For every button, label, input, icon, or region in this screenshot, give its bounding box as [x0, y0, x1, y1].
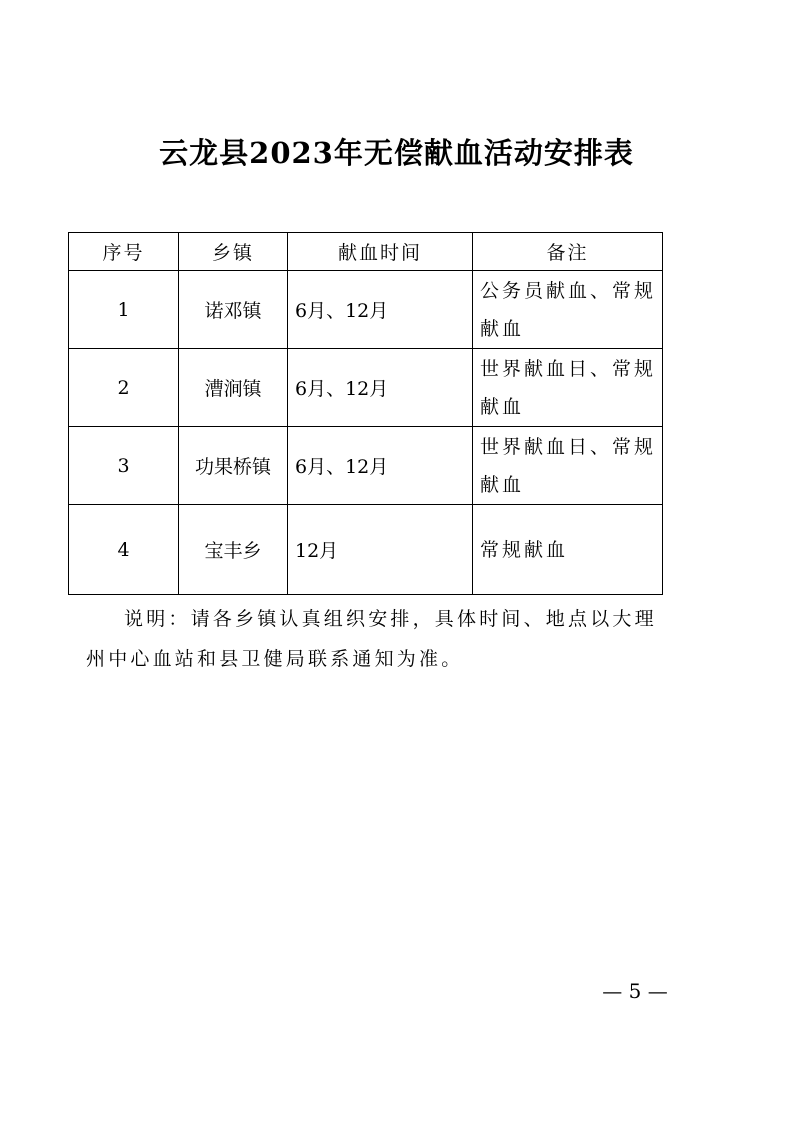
column-header-time: 献血时间	[288, 233, 473, 271]
row-town: 漕涧镇	[179, 349, 288, 427]
table-row	[69, 271, 663, 349]
table-row	[69, 505, 663, 595]
row-time: 12月	[288, 505, 473, 595]
table-row	[69, 427, 663, 505]
row-time: 6月、12月	[288, 349, 473, 427]
row-index: 1	[69, 271, 179, 349]
row-time: 6月、12月	[288, 427, 473, 505]
row-town: 宝丰乡	[179, 505, 288, 595]
blood-donation-schedule-table	[68, 232, 663, 595]
row-index: 2	[69, 349, 179, 427]
page-number: — 5 —	[602, 979, 668, 1003]
column-header-note: 备注	[473, 233, 663, 271]
document-title: 云龙县2023年无偿献血活动安排表	[159, 136, 634, 170]
row-note: 世界献血日、常规献血	[473, 349, 663, 427]
table-row	[69, 349, 663, 427]
column-header-index: 序号	[69, 233, 179, 271]
row-town: 诺邓镇	[179, 271, 288, 349]
row-index: 3	[69, 427, 179, 505]
row-note: 常规献血	[473, 505, 663, 595]
table-header-row	[69, 233, 663, 271]
row-note: 世界献血日、常规献血	[473, 427, 663, 505]
row-index: 4	[69, 505, 179, 595]
column-header-town: 乡镇	[179, 233, 288, 271]
row-note: 公务员献血、常规献血	[473, 271, 663, 349]
row-time: 6月、12月	[288, 271, 473, 349]
explanation-note: 说明：请各乡镇认真组织安排，具体时间、地点以大理州中心血站和县卫健局联系通知为准。	[86, 608, 657, 670]
row-town: 功果桥镇	[179, 427, 288, 505]
